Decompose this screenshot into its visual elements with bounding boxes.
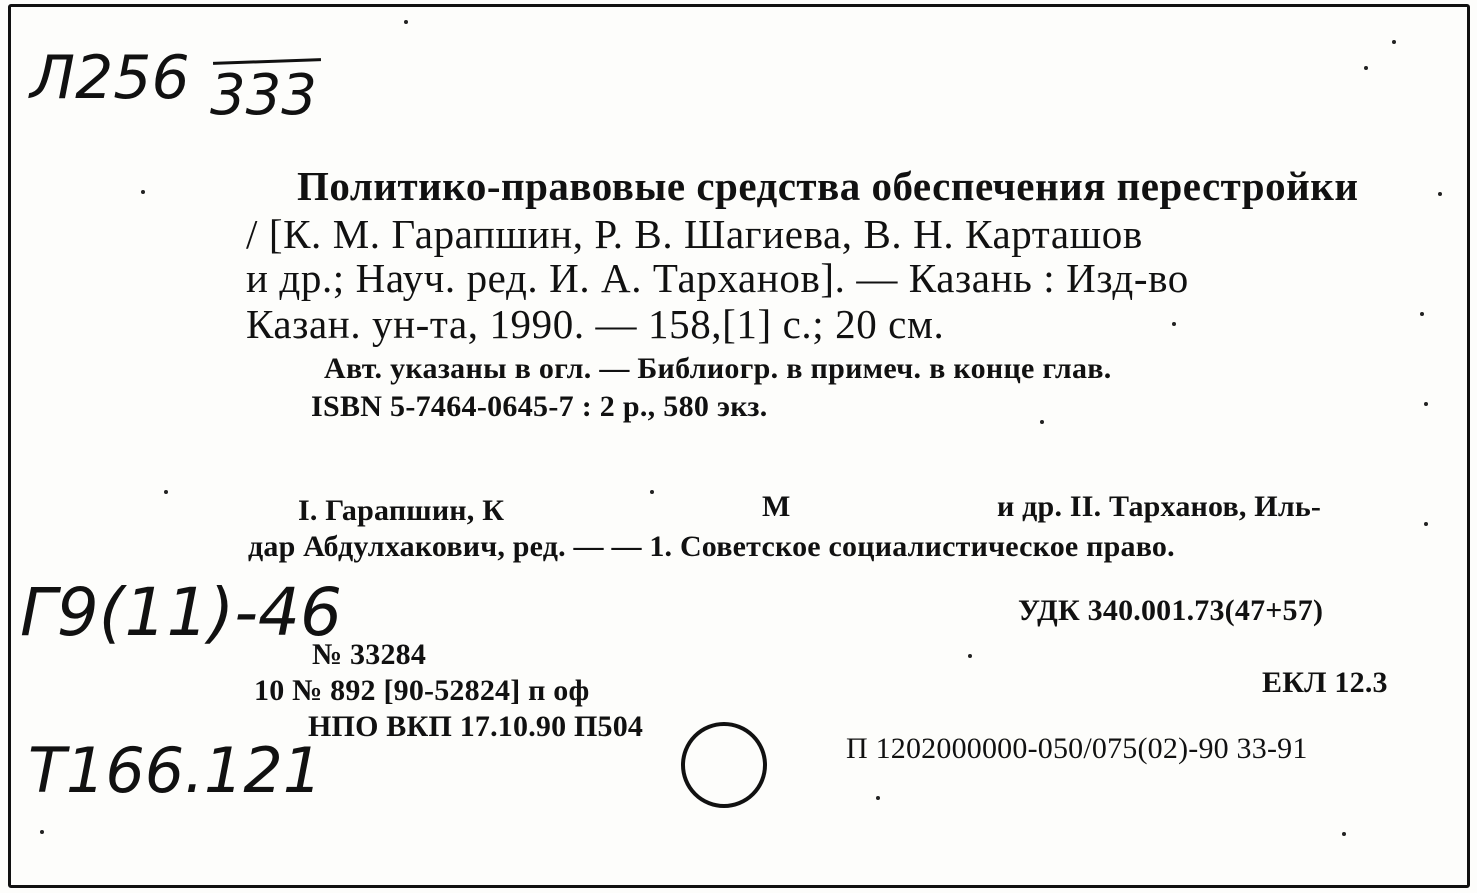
book-title: Политико-правовые средства обеспечения перестройки (297, 163, 1359, 209)
scan-speck (404, 20, 408, 24)
isbn-line: ISBN 5-7464-0645-7 : 2 р., 580 экз. (311, 390, 768, 423)
tracing-part-2: М (762, 490, 791, 523)
scan-speck (1040, 420, 1044, 424)
tracing-line-2: дар Абдулхакович, ред. — — 1. Советское социалистическое право. (248, 530, 1175, 563)
scan-speck (40, 830, 44, 834)
order-number: 10 № 892 [90-52824] п оф (254, 674, 590, 707)
tracing-part-1: I. Гарапшин, К (298, 494, 505, 527)
scan-speck (1172, 322, 1176, 326)
scan-speck (141, 190, 145, 194)
publication-details-line: Казан. ун-та, 1990. — 158,[1] с.; 20 см. (246, 301, 945, 347)
circle-stamp (681, 722, 767, 808)
scan-speck (1392, 40, 1396, 44)
scan-speck (650, 490, 654, 494)
udk-code: УДК 340.001.73(47+57) (1018, 594, 1324, 627)
authors-line: / [К. М. Гарапшин, Р. В. Шагиева, В. Н. Карташов (246, 211, 1143, 257)
code-handwritten: Т166.121 (28, 734, 323, 807)
scan-speck (968, 654, 972, 658)
npo-line: НПО ВКП 17.10.90 П504 (308, 710, 644, 743)
bibliographic-note: Авт. указаны в огл. — Библиогр. в примеч. в конце глав. (324, 352, 1112, 385)
scan-speck (1420, 312, 1424, 316)
tracing-part-3: и др. II. Тарханов, Иль- (997, 490, 1322, 523)
call-number-number: 333 (210, 63, 317, 128)
scan-speck (1424, 402, 1428, 406)
scan-speck (164, 490, 168, 494)
scan-speck (876, 796, 880, 800)
editor-publisher-line: и др.; Науч. ред. И. А. Тарханов]. — Казань : Изд-во (246, 255, 1189, 301)
scan-speck (1364, 66, 1368, 70)
classification-handwritten: Г9(11)-46 (20, 574, 343, 651)
price-code: П 1202000000-050/075(02)-90 33-91 (846, 732, 1308, 765)
card-number: № 33284 (312, 638, 427, 671)
scan-speck (1342, 832, 1346, 836)
scan-speck (1438, 192, 1442, 196)
call-number-shelf: Л256 (30, 43, 190, 113)
ekl-code: ЕКЛ 12.3 (1262, 666, 1388, 699)
scan-speck (1424, 522, 1428, 526)
